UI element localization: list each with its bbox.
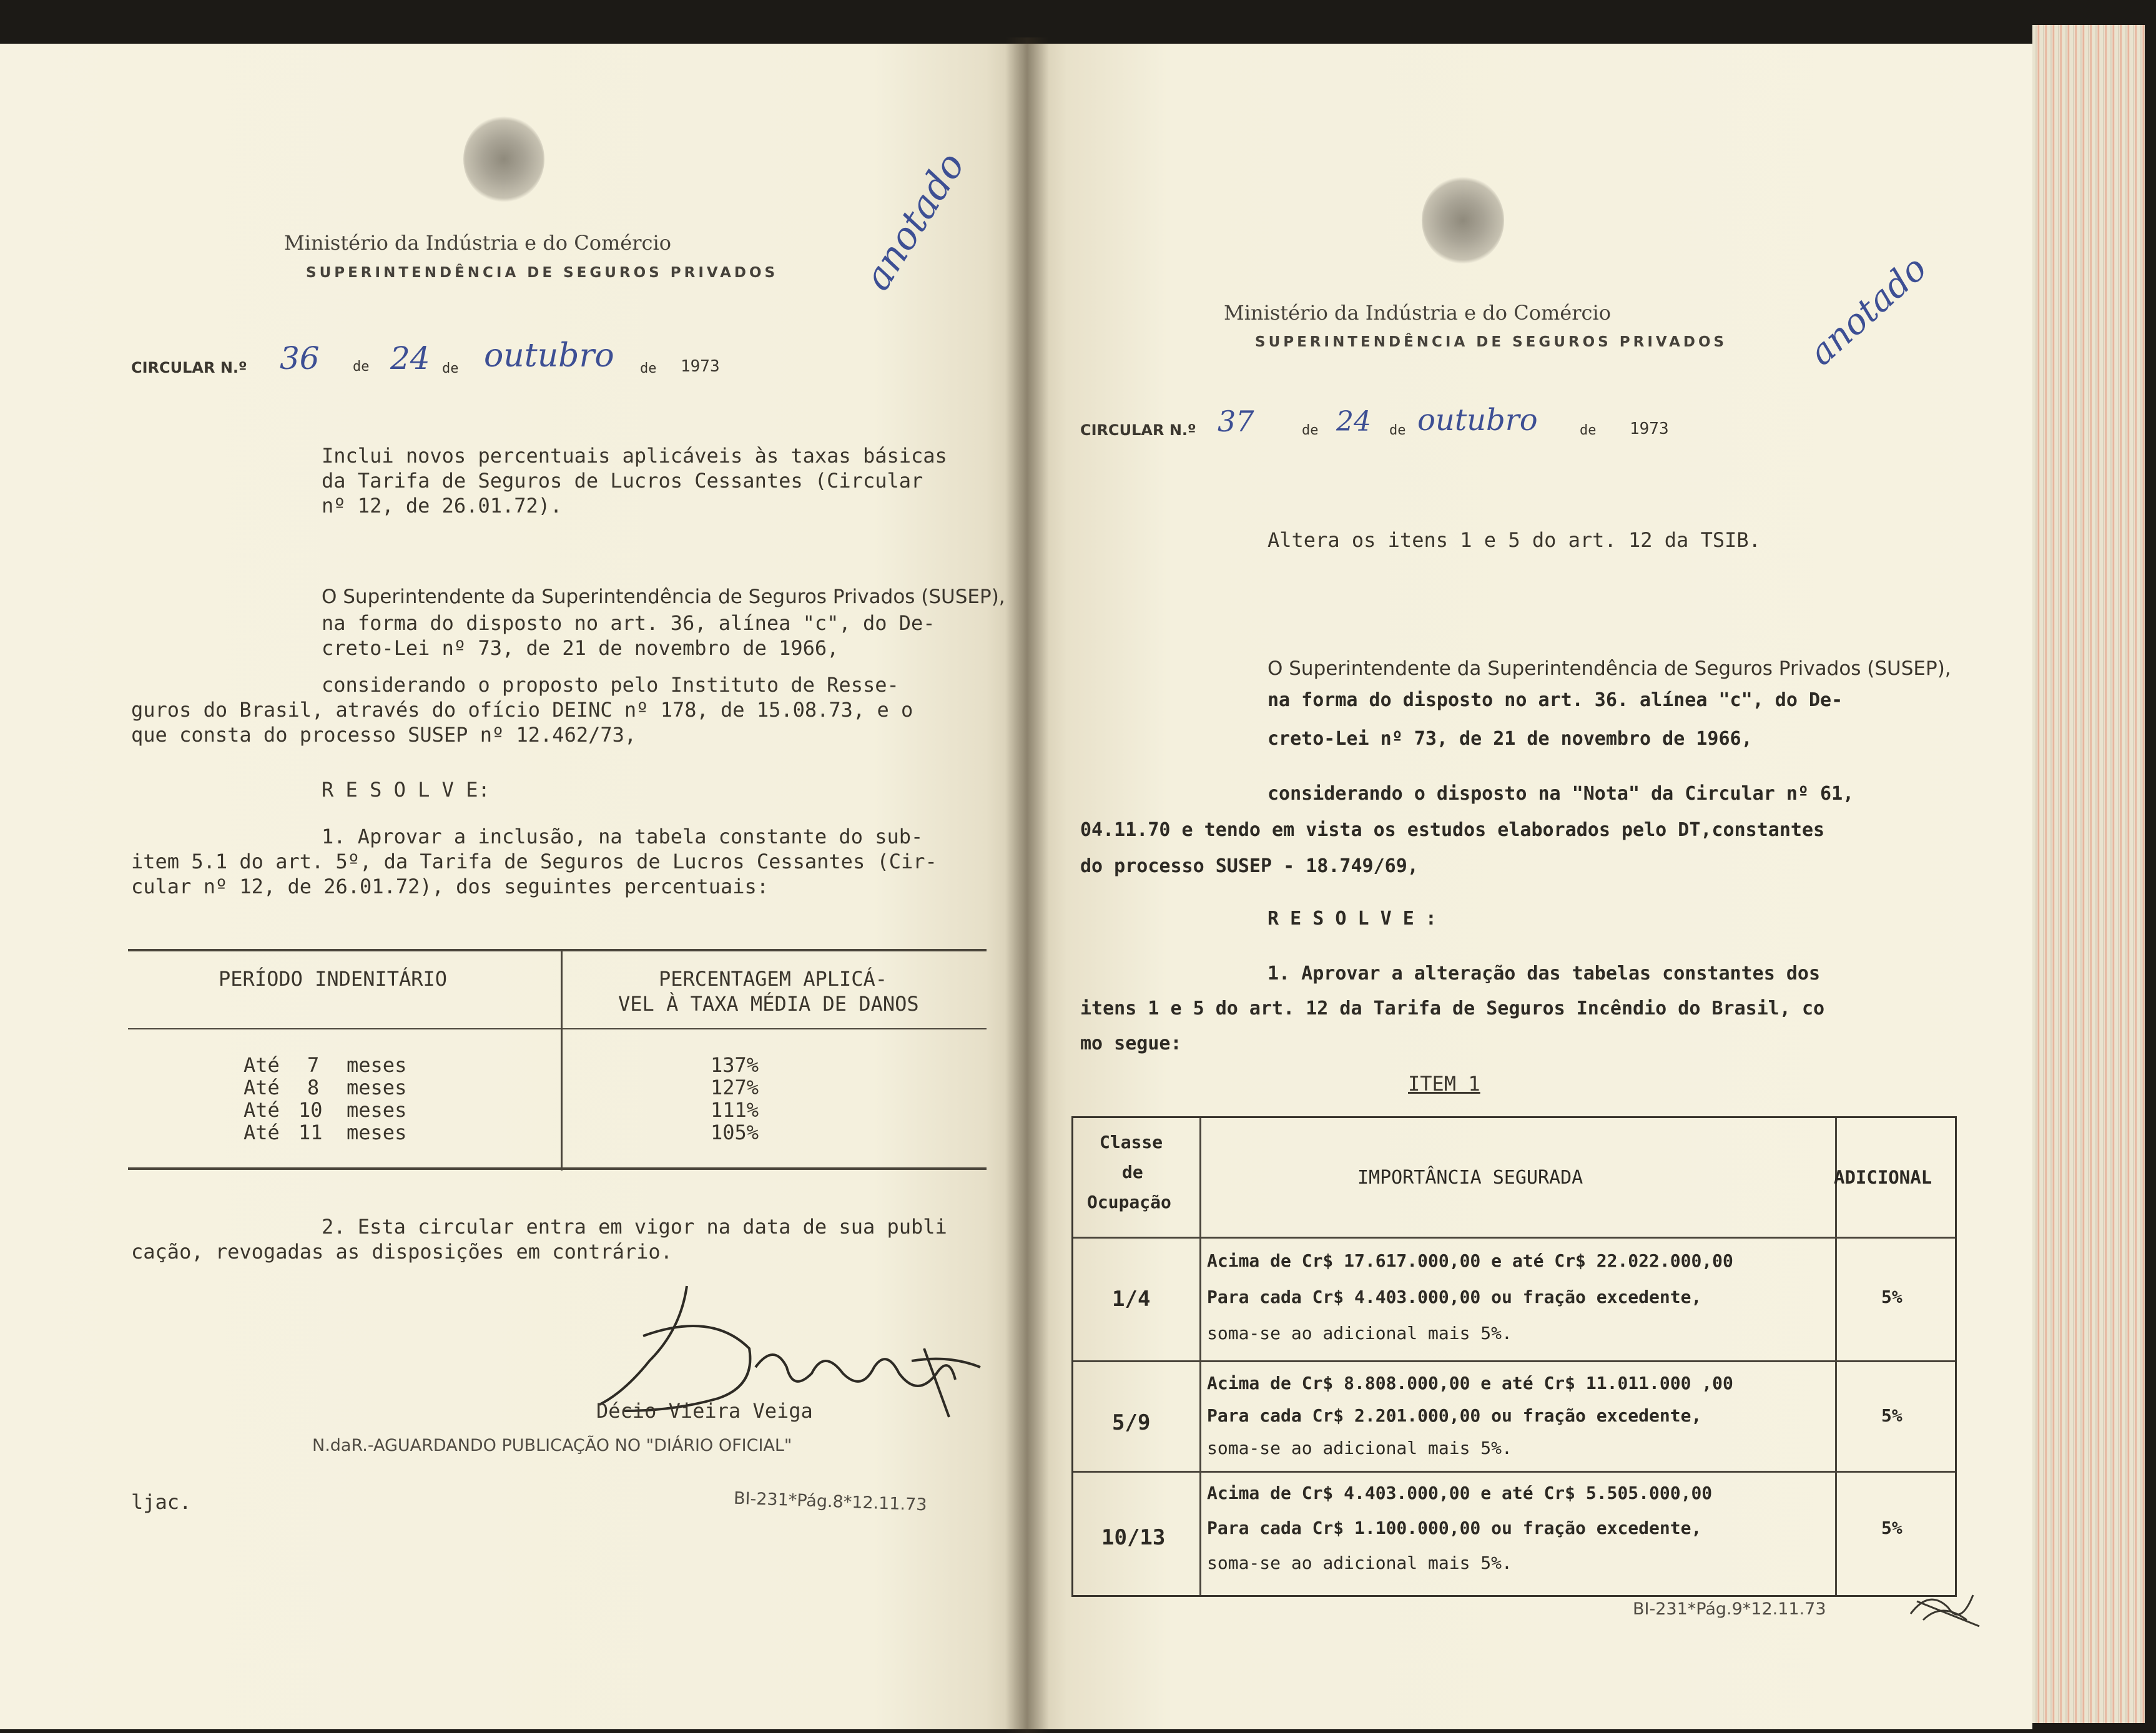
header-periodo: PERÍODO INDENITÁRIO <box>219 967 448 991</box>
item1-line: item 5.1 do art. 5º, da Tarifa de Seguros de Lucros Cessantes (Cir- <box>131 850 937 873</box>
row-percent: 111% <box>711 1098 759 1122</box>
coat-of-arms-seal <box>1422 176 1504 265</box>
date-de: de <box>442 361 459 376</box>
summary-line: Altera os itens 1 e 5 do art. 12 da TSIB. <box>1268 528 1761 552</box>
intro-line: na forma do disposto no art. 36. alínea "c", do De- <box>1268 689 1843 711</box>
date-de: de <box>1580 423 1597 438</box>
row-months: 8 <box>307 1076 320 1099</box>
row-line: Acima de Cr$ 8.808.000,00 e até Cr$ 11.011.000 ,00 <box>1207 1373 1733 1393</box>
page-edges <box>2032 25 2145 1723</box>
row-ate: Até <box>244 1121 280 1144</box>
considering-line: considerando o proposto pelo Instituto de Resse- <box>322 673 899 697</box>
header-percentagem: PERCENTAGEM APLICÁ- <box>659 967 888 991</box>
row-unit: meses <box>347 1098 407 1122</box>
row-line: soma-se ao adicional mais 5%. <box>1207 1438 1512 1458</box>
date-de: de <box>1302 423 1319 438</box>
circular-number: 37 <box>1218 405 1254 438</box>
row-ate: Até <box>244 1053 280 1077</box>
table-rule <box>1073 1360 1955 1362</box>
intro-line: creto-Lei nº 73, de 21 de novembro de 1966, <box>322 636 839 660</box>
page-stamp: BI-231*Pág.9*12.11.73 <box>1633 1599 1826 1619</box>
circular-label: CIRCULAR N.º <box>131 359 247 376</box>
table-rule <box>128 1028 987 1029</box>
incendio-table <box>1071 1116 1957 1597</box>
resolve-heading: R E S O L V E : <box>1268 908 1437 930</box>
table-rule <box>128 949 987 951</box>
considering-line: guros do Brasil, através do ofício DEINC nº 178, de 15.08.73, e o <box>131 698 913 722</box>
coat-of-arms-seal <box>463 115 544 203</box>
circular-number: 36 <box>280 340 320 376</box>
margin-note-anotado: anotado <box>855 145 974 298</box>
row-percent: 105% <box>711 1121 759 1144</box>
table-divider <box>1835 1118 1837 1595</box>
ministry-name: Ministério da Indústria e do Comércio <box>284 231 671 255</box>
table-rule <box>1073 1471 1955 1473</box>
considering-line: que consta do processo SUSEP nº 12.462/73, <box>131 723 637 747</box>
row-line: Para cada Cr$ 1.100.000,00 ou fração excedente, <box>1207 1518 1702 1538</box>
row-ate: Até <box>244 1098 280 1122</box>
date-day: 24 <box>1336 406 1371 438</box>
superintendency-name: SUPERINTENDÊNCIA DE SEGUROS PRIVADOS <box>1255 334 1728 350</box>
considering-line: 04.11.70 e tendo em vista os estudos elaborados pelo DT,constantes <box>1080 819 1825 841</box>
item1-line: 1. Aprovar a inclusão, na tabela constante do sub- <box>322 825 923 848</box>
date-de: de <box>1389 423 1406 438</box>
row-unit: meses <box>347 1053 407 1077</box>
signatory-name: Décio Vieira Veiga <box>596 1399 813 1423</box>
date-de: de <box>353 359 370 375</box>
row-line: soma-se ao adicional mais 5%. <box>1207 1553 1512 1573</box>
date-year <box>681 357 720 376</box>
header-percentagem: VEL À TAXA MÉDIA DE DANOS <box>618 992 919 1016</box>
summary-line: nº 12, de 26.01.72). <box>322 494 563 518</box>
table-rule <box>128 1167 987 1170</box>
considering-line: do processo SUSEP - 18.749/69, <box>1080 855 1419 877</box>
row-ate: Até <box>244 1076 280 1099</box>
considering-line: considerando o disposto na "Nota" da Circular nº 61, <box>1268 783 1854 805</box>
item1-line: 1. Aprovar a alteração das tabelas constantes dos <box>1268 963 1821 984</box>
table-divider <box>561 949 563 1171</box>
book-gutter <box>1005 37 1049 1733</box>
header-importancia: IMPORTÂNCIA SEGURADA <box>1357 1167 1583 1189</box>
intro-line: O Superintendente da Superintendência de Seguros Privados (SUSEP), <box>1268 657 1951 680</box>
row-percent: 127% <box>711 1076 759 1099</box>
item-heading: ITEM 1 <box>1408 1072 1480 1096</box>
row-class: 5/9 <box>1112 1410 1151 1435</box>
item1-line: mo segue: <box>1080 1033 1182 1054</box>
margin-note-anotado: anotado <box>1801 248 1935 374</box>
row-class: 10/13 <box>1101 1525 1166 1550</box>
superintendency-name: SUPERINTENDÊNCIA DE SEGUROS PRIVADOS <box>306 265 779 281</box>
date-month: outubro <box>484 337 614 375</box>
row-unit: meses <box>347 1121 407 1144</box>
intro-line: creto-Lei nº 73, de 21 de novembro de 1966, <box>1268 728 1753 750</box>
date-month: outubro <box>1417 403 1538 438</box>
initials-scribble <box>1904 1583 1986 1632</box>
row-unit: meses <box>347 1076 407 1099</box>
row-months: 7 <box>307 1053 320 1077</box>
row-percent: 137% <box>711 1053 759 1077</box>
table-divider <box>1199 1118 1201 1595</box>
row-class: 1/4 <box>1112 1287 1151 1312</box>
header-classe: de <box>1122 1162 1143 1182</box>
row-months: 11 <box>298 1121 323 1144</box>
intro-line: O Superintendente da Superintendência de Seguros Privados (SUSEP), <box>322 586 1005 608</box>
date-year-text: 1973 <box>681 357 720 376</box>
publication-note: N.daR.-AGUARDANDO PUBLICAÇÃO NO "DIÁRIO OFICIAL" <box>312 1436 792 1455</box>
summary-line: da Tarifa de Seguros de Lucros Cessantes (Circular <box>322 469 923 493</box>
date-year <box>1630 420 1669 438</box>
page-stamp: BI-231*Pág.8*12.11.73 <box>733 1488 927 1515</box>
date-de: de <box>640 361 657 376</box>
header-adicional: ADICIONAL <box>1834 1167 1932 1188</box>
resolve-heading: R E S O L V E: <box>322 778 490 802</box>
item1-line: cular nº 12, de 26.01.72), dos seguintes percentuais: <box>131 875 769 898</box>
row-additional: 5% <box>1881 1518 1902 1538</box>
ministry-name: Ministério da Indústria e do Comércio <box>1224 301 1611 325</box>
typist-initials: ljac. <box>131 1490 192 1514</box>
row-months: 10 <box>298 1098 323 1122</box>
header-classe: Ocupação <box>1087 1192 1171 1212</box>
intro-line: na forma do disposto no art. 36, alínea "c", do De- <box>322 611 935 635</box>
circular-label: CIRCULAR N.º <box>1080 421 1196 439</box>
row-additional: 5% <box>1881 1405 1902 1426</box>
row-line: Para cada Cr$ 4.403.000,00 ou fração excedente, <box>1207 1287 1702 1307</box>
header-classe: Classe <box>1100 1132 1163 1152</box>
date-year-text: 1973 <box>1630 420 1669 438</box>
row-additional: 5% <box>1881 1287 1902 1307</box>
item1-line: itens 1 e 5 do art. 12 da Tarifa de Seguros Incêndio do Brasil, co <box>1080 998 1825 1019</box>
row-line: Para cada Cr$ 2.201.000,00 ou fração excedente, <box>1207 1405 1702 1426</box>
row-line: Acima de Cr$ 17.617.000,00 e até Cr$ 22.022.000,00 <box>1207 1250 1733 1271</box>
item2-line: 2. Esta circular entra em vigor na data de sua publi <box>322 1215 947 1239</box>
row-line: Acima de Cr$ 4.403.000,00 e até Cr$ 5.505.000,00 <box>1207 1483 1713 1503</box>
row-line: soma-se ao adicional mais 5%. <box>1207 1323 1512 1343</box>
summary-line: Inclui novos percentuais aplicáveis às taxas básicas <box>322 444 947 468</box>
item2-line: cação, revogadas as disposições em contrário. <box>131 1240 672 1264</box>
date-day: 24 <box>390 340 430 376</box>
table-rule <box>1073 1237 1955 1239</box>
